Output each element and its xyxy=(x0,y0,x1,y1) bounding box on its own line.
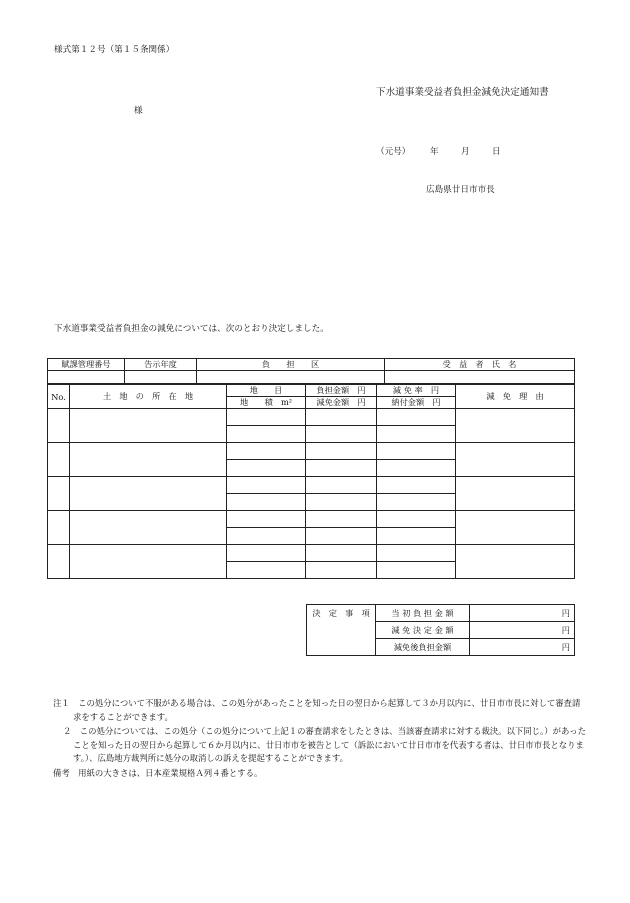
row-data-cell xyxy=(306,443,377,460)
row-data-cell xyxy=(377,460,456,477)
row-data-cell xyxy=(227,545,306,562)
header-cell-notice-year: 告示年度 xyxy=(125,359,197,371)
row-location-cell xyxy=(70,545,227,579)
header-cell-beneficiary-name: 受 益 者 氏 名 xyxy=(385,359,575,371)
col-header-land-category: 地 目 xyxy=(227,385,306,397)
row-data-cell xyxy=(306,426,377,443)
decision-item-label: 減免後負担金額 xyxy=(376,639,470,656)
decision-item-unit: 円 xyxy=(470,605,575,622)
row-data-cell xyxy=(377,426,456,443)
row-location-cell xyxy=(70,511,227,545)
note-2: ２ この処分については、この処分（この処分について上記１の審査請求をしたときは、当該審査請求に対する裁決。以下同じ。）があったことを知った日の翌日から起算して６か月以内に、廿日市市を被告として（訴訟において廿日市市を代表する者は、廿日市市長となります。）、広島地方裁判所に処分の取消しの訴えを提起することができます。 xyxy=(63,726,587,763)
row-data-cell xyxy=(377,528,456,545)
row-data-cell xyxy=(306,562,377,579)
notes-section xyxy=(53,697,588,780)
row-data-cell xyxy=(306,460,377,477)
document-title: 下水道事業受益者負担金減免決定通知書 xyxy=(376,87,549,98)
row-data-cell xyxy=(227,562,306,579)
remark: 備考 用紙の大きさは、日本産業規格Ａ列４番とする。 xyxy=(53,767,263,778)
date-year: 年 xyxy=(430,147,439,157)
reference-number: （元号） xyxy=(376,147,411,157)
row-reason-cell xyxy=(456,409,575,443)
row-location-cell xyxy=(70,443,227,477)
decision-item-unit: 円 xyxy=(470,622,575,639)
row-data-cell xyxy=(377,545,456,562)
intro-text: 下水道事業受益者負担金の減免については、次のとおり決定しました。 xyxy=(54,324,329,334)
row-data-cell xyxy=(377,443,456,460)
decision-table xyxy=(306,604,575,656)
row-location-cell xyxy=(70,477,227,511)
issuer: 広島県廿日市市長 xyxy=(426,185,495,195)
row-data-cell xyxy=(306,545,377,562)
recipient-honorific: 様 xyxy=(134,106,143,116)
row-data-cell xyxy=(306,511,377,528)
row-no-cell xyxy=(48,443,70,477)
decision-item-unit: 円 xyxy=(470,639,575,656)
row-data-cell xyxy=(227,494,306,511)
row-reason-cell xyxy=(456,477,575,511)
row-no-cell xyxy=(48,545,70,579)
decision-item-label: 当 初 負 担 金 額 xyxy=(376,605,470,622)
row-data-cell xyxy=(306,528,377,545)
date-month: 月 xyxy=(461,147,470,157)
main-table xyxy=(47,384,575,579)
row-data-cell xyxy=(377,409,456,426)
header-cell-burden-district: 負 担 区 xyxy=(197,359,385,371)
row-no-cell xyxy=(48,477,70,511)
row-data-cell xyxy=(227,443,306,460)
col-header-charge-amount: 負担金額 円 xyxy=(306,385,377,397)
row-data-cell xyxy=(377,511,456,528)
col-header-payment-amount: 納付金額 円 xyxy=(377,397,456,409)
decision-label: 決 定 事 項 xyxy=(307,605,376,656)
row-data-cell xyxy=(227,477,306,494)
col-header-area: 地 積 m² xyxy=(227,397,306,409)
row-no-cell xyxy=(48,409,70,443)
row-data-cell xyxy=(227,511,306,528)
row-data-cell xyxy=(377,562,456,579)
header-cell-management-number: 賦課管理番号 xyxy=(48,359,125,371)
row-reason-cell xyxy=(456,545,575,579)
row-no-cell xyxy=(48,511,70,545)
form-number: 様式第１２号（第１５条関係） xyxy=(54,45,175,55)
row-data-cell xyxy=(377,494,456,511)
header-value-cell xyxy=(385,371,575,384)
header-value-cell xyxy=(125,371,197,384)
row-data-cell xyxy=(227,409,306,426)
row-reason-cell xyxy=(456,511,575,545)
col-header-location: 土 地 の 所 在 地 xyxy=(70,385,227,409)
row-data-cell xyxy=(227,528,306,545)
header-value-cell xyxy=(197,371,385,384)
row-location-cell xyxy=(70,409,227,443)
date-day: 日 xyxy=(492,147,501,157)
row-data-cell xyxy=(377,477,456,494)
row-data-cell xyxy=(306,409,377,426)
header-value-cell xyxy=(48,371,125,384)
row-data-cell xyxy=(306,494,377,511)
col-header-no: No. xyxy=(48,385,70,409)
row-data-cell xyxy=(306,477,377,494)
col-header-reduction-amount: 減免金額 円 xyxy=(306,397,377,409)
decision-item-label: 減 免 決 定 金 額 xyxy=(376,622,470,639)
col-header-reduction-rate: 減 免 率 円 xyxy=(377,385,456,397)
col-header-reason: 減 免 理 由 xyxy=(456,385,575,409)
note-1: 注１ この処分について不服がある場合は、この処分があったことを知った日の翌日から起算して３か月以内に、廿日市市長に対して審査請求をすることができます。 xyxy=(53,698,581,722)
row-reason-cell xyxy=(456,443,575,477)
row-data-cell xyxy=(227,426,306,443)
header-table xyxy=(47,358,575,384)
row-data-cell xyxy=(227,460,306,477)
